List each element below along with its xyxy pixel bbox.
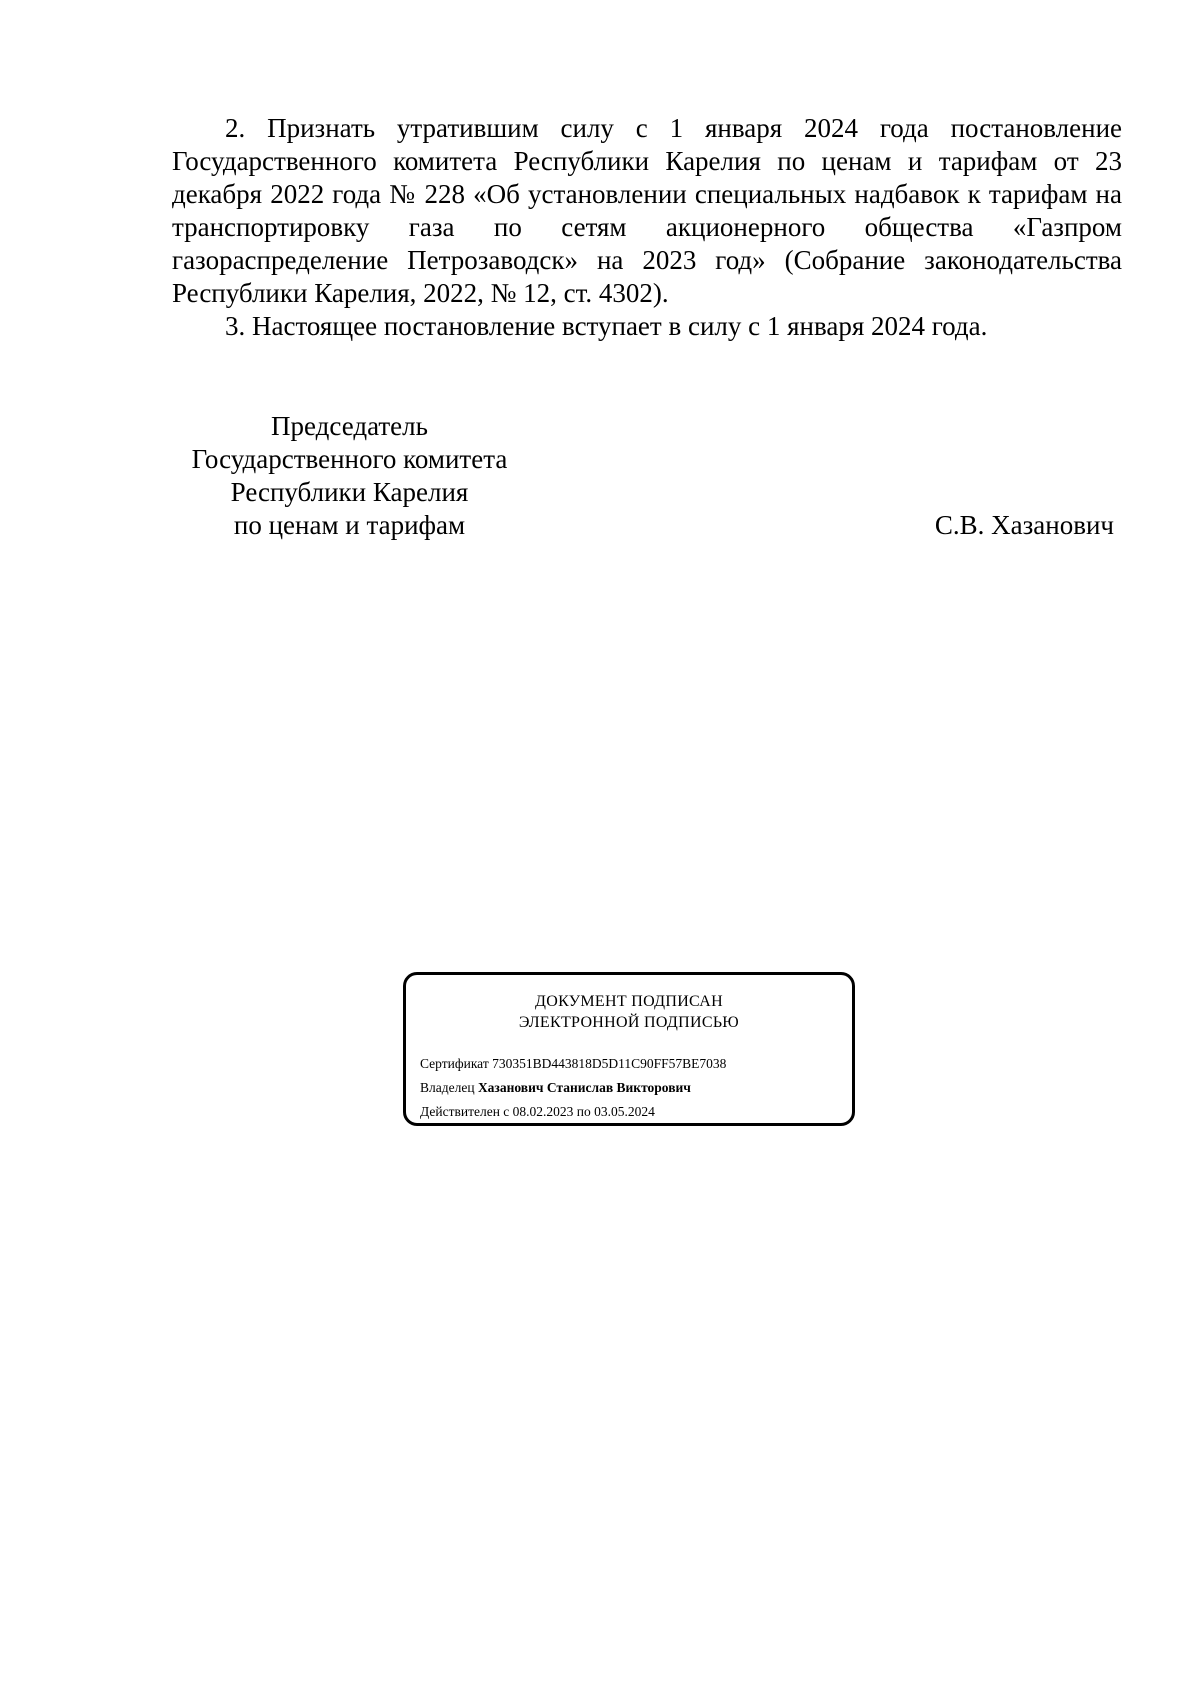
signatory-title-line: по ценам и тарифам [233, 510, 466, 540]
certificate-value: 730351BD443818D5D11C90FF57BE7038 [492, 1056, 727, 1071]
electronic-signature-stamp [403, 972, 855, 1126]
signatory-title-line: Республики Карелия [230, 477, 469, 507]
stamp-details [420, 1052, 726, 1124]
stamp-header-line: ЭЛЕКТРОННОЙ ПОДПИСЬЮ [518, 1014, 740, 1031]
signatory-title [172, 410, 527, 542]
valid-to-label: по [576, 1104, 591, 1119]
certificate-label: Сертификат [420, 1056, 489, 1071]
signatory-title-line: Государственного комитета [191, 444, 508, 474]
valid-from-value: 08.02.2023 [512, 1104, 574, 1119]
paragraph-2: 2. Признать утратившим силу с 1 января 2024 года постановление Государственного комитета Республики Карелия по ценам и тарифам от 23 декабря 2022 года № 228 «Об установлении специальных надбавок к тарифам на транспортировку газа по сетям акционерного общества «Газпром газораспределение Петрозаводск» на 2023 год» (Собрание законодательства Республики Карелия, 2022, № 12, ст. 4302). [172, 113, 1122, 308]
stamp-certificate-line [420, 1052, 726, 1076]
valid-from-label: Действителен с [420, 1104, 510, 1119]
paragraph-3: 3. Настоящее постановление вступает в силу с 1 января 2024 года. [225, 311, 988, 341]
document-body [172, 112, 1122, 343]
stamp-owner-line [420, 1076, 726, 1100]
owner-value: Хазанович Станислав Викторович [477, 1080, 691, 1095]
stamp-header-line: ДОКУМЕНТ ПОДПИСАН [535, 993, 723, 1010]
signature-block [172, 410, 1122, 540]
signatory-title-line: Председатель [271, 411, 428, 441]
stamp-header [406, 991, 852, 1033]
signatory-name: С.В. Хазанович [934, 510, 1114, 540]
valid-to-value: 03.05.2024 [594, 1104, 655, 1119]
stamp-validity-line [420, 1100, 726, 1124]
owner-label: Владелец [420, 1080, 475, 1095]
